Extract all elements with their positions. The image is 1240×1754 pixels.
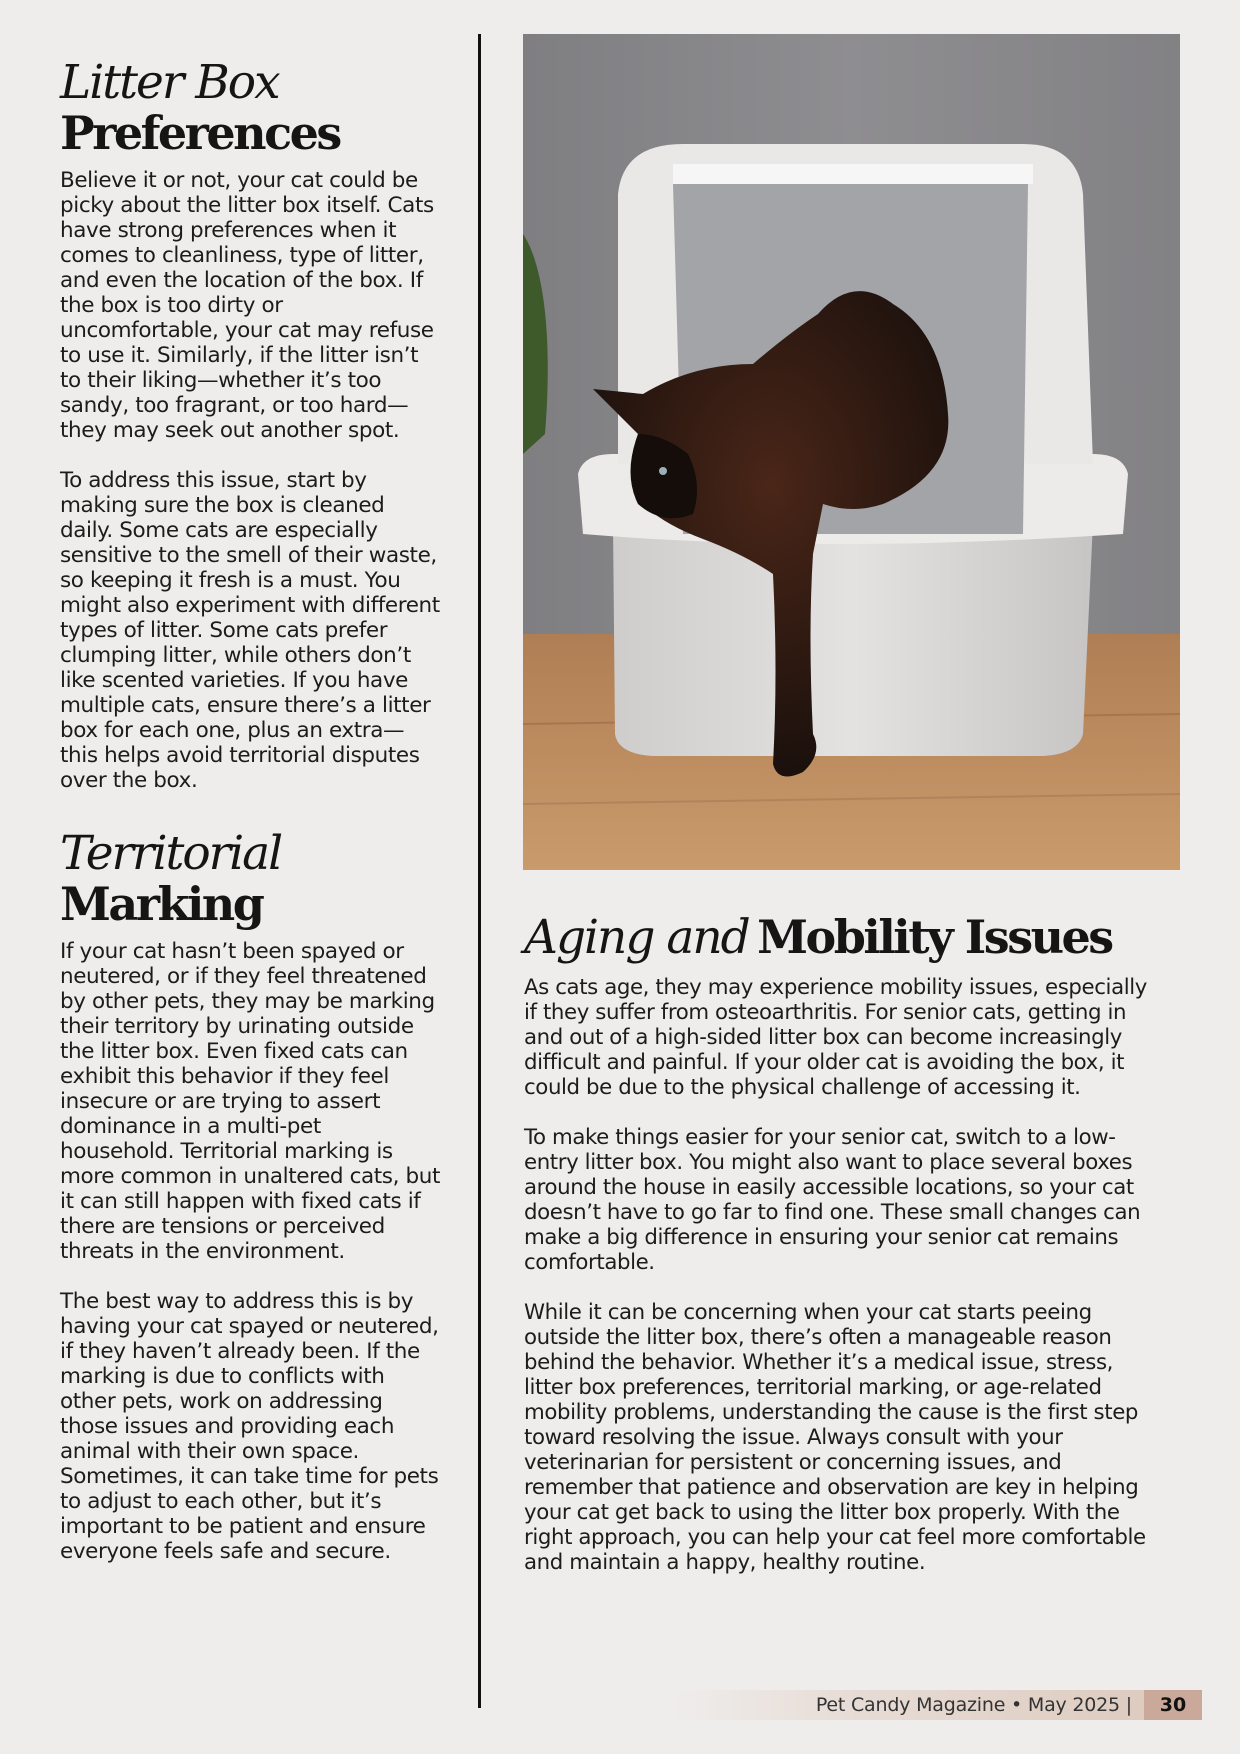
litter-box-heading bbox=[60, 55, 440, 160]
page-number: 30 bbox=[1144, 1690, 1202, 1720]
heading-bold: Marking bbox=[60, 877, 263, 931]
paragraph: While it can be concerning when your cat starts peeing outside the litter box, there’s often a manageable reason behind the behavior. Whether it’s a medical issue, stress, litter box preferences, territorial marking, or age-related mobility problems, understanding the cause is the first step toward resolving the issue. Always consult with your veterinarian for persistent or concerning issues, and remember that patience and observation are key in helping your cat get back to using the litter box properly. With the right approach, you can help your cat feel more comfortable and maintain a happy, healthy routine. bbox=[524, 1300, 1146, 1575]
paragraph: To make things easier for your senior cat, switch to a low-entry litter box. You might also want to place several boxes around the house in easily accessible locations, so your cat doesn’t have to go far to find one. These small changes can make a big difference in ensuring your senior cat remains comfortable. bbox=[524, 1125, 1141, 1275]
cat-litter-box-photo bbox=[523, 34, 1180, 870]
heading-italic: Territorial bbox=[60, 826, 282, 881]
paragraph: Believe it or not, your cat could be picky about the litter box itself. Cats have strong preferences when it comes to cleanliness, type of litter, and even the location of the box. If the box is too dirty or uncomfortable, your cat may refuse to use it. Similarly, if the litter isn’t to their liking—whether it’s too sandy, too fragrant, or too hard—they may seek out another spot. bbox=[60, 168, 434, 443]
paragraph: The best way to address this is by having your cat spayed or neutered, if they haven’t already been. If the marking is due to conflicts with other pets, work on addressing those issues and providing each animal with their own space. Sometimes, it can take time for pets to adjust to each other, but it’s important to be patient and ensure everyone feels safe and secure. bbox=[60, 1289, 439, 1564]
footer-publication: Pet Candy Magazine • May 2025 | bbox=[815, 1694, 1132, 1716]
aging-mobility-heading bbox=[524, 912, 1164, 963]
heading-bold: Preferences bbox=[60, 106, 340, 160]
heading-italic: Litter Box bbox=[60, 55, 279, 110]
paragraph: If your cat hasn’t been spayed or neutered, or if they feel threatened by other pets, they may be marking their territory by urinating outside the litter box. Even fixed cats can exhibit this behavior if they feel insecure or are trying to assert dominance in a multi-pet household. Territorial marking is more common in unaltered cats, but it can still happen with fixed cats if there are tensions or perceived threats in the environment. bbox=[60, 939, 440, 1264]
paragraph: As cats age, they may experience mobility issues, especially if they suffer from osteoarthritis. For senior cats, getting in and out of a high-sided litter box can become increasingly difficult and painful. If your older cat is avoiding the box, it could be due to the physical challenge of accessing it. bbox=[524, 975, 1147, 1100]
column-divider bbox=[478, 34, 481, 1708]
right-column bbox=[524, 912, 1164, 1600]
page-footer bbox=[670, 1690, 1202, 1720]
heading-bold: Mobility Issues bbox=[757, 910, 1112, 964]
litter-box-base bbox=[613, 522, 1093, 756]
left-column bbox=[60, 55, 440, 1589]
paragraph: To address this issue, start by making sure the box is cleaned daily. Some cats are especially sensitive to the smell of their waste, so keeping it fresh is a must. You might also experiment with different types of litter. Some cats prefer clumping litter, while others don’t like scented varieties. If you have multiple cats, ensure there’s a litter box for each one, plus an extra—this helps avoid territorial disputes over the box. bbox=[60, 468, 440, 793]
heading-italic: Aging and bbox=[524, 910, 749, 965]
territorial-marking-heading bbox=[60, 826, 440, 931]
photo-illustration bbox=[523, 34, 1180, 870]
